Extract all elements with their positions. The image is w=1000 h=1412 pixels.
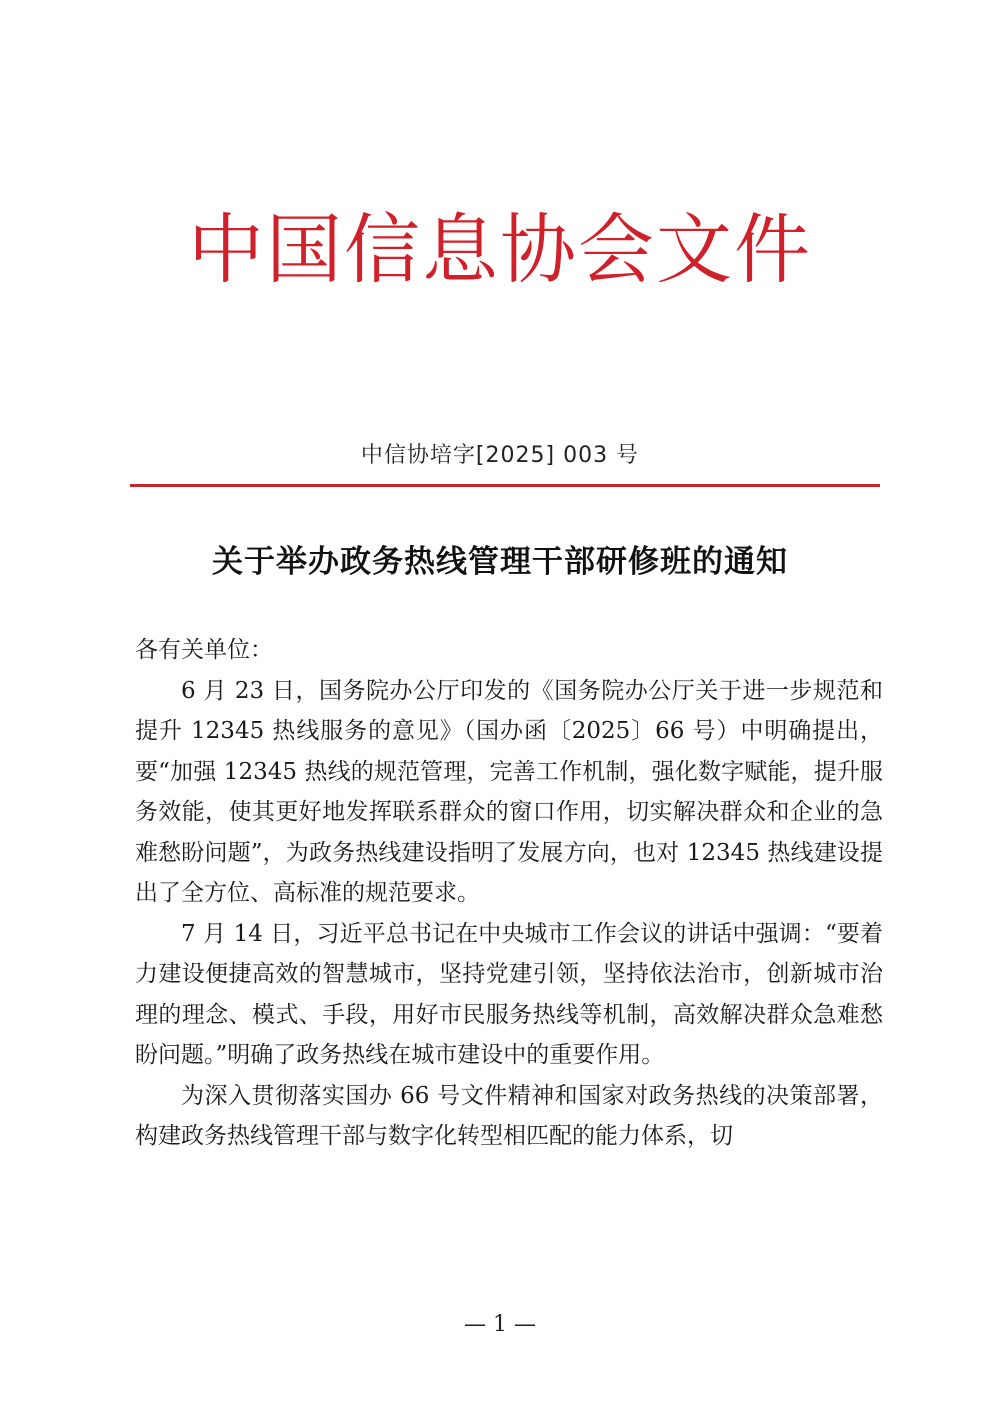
page-number: — 1 — xyxy=(464,1312,536,1337)
document-title: 关于举办政务热线管理干部研修班的通知 xyxy=(212,544,788,580)
paragraph-3: 为深入贯彻落实国办 66 号文件精神和国家对政务热线的决策部署，构建政务热线管理干部与数字化转型相匹配的能力体系，切 xyxy=(135,1082,883,1149)
document-number: 中信协培字[2025] 003 号 xyxy=(360,443,640,468)
salutation: 各有关单位： xyxy=(135,637,273,663)
masthead-title: 中国信息协会文件 xyxy=(188,205,812,294)
paragraph-1: 6 月 23 日，国务院办公厅印发的《国务院办公厅关于进一步规范和提升 12345 热线服务的意见》（国办函〔2025〕66 号）中明确提出，要“加强 12345 热线的规范管理，完善工作机制，强化数字赋能，提升服务效能，使其更好地发挥联系群众的窗口作用，切实解决群众和企业的急难愁盼问题”，为政务热线建设指明了发展方向，也对 12345 热线建设提出了全方位、高标准的规范要求。 xyxy=(135,677,883,906)
red-divider-line xyxy=(130,484,880,487)
paragraph-2: 7 月 14 日，习近平总书记在中央城市工作会议的讲话中强调：“要着力建设便捷高效的智慧城市，坚持党建引领，坚持依法治市，创新城市治理的理念、模式、手段，用好市民服务热线等机制，高效解决群众急难愁盼问题。”明确了政务热线在城市建设中的重要作用。 xyxy=(135,920,883,1068)
document-body xyxy=(135,630,883,1157)
